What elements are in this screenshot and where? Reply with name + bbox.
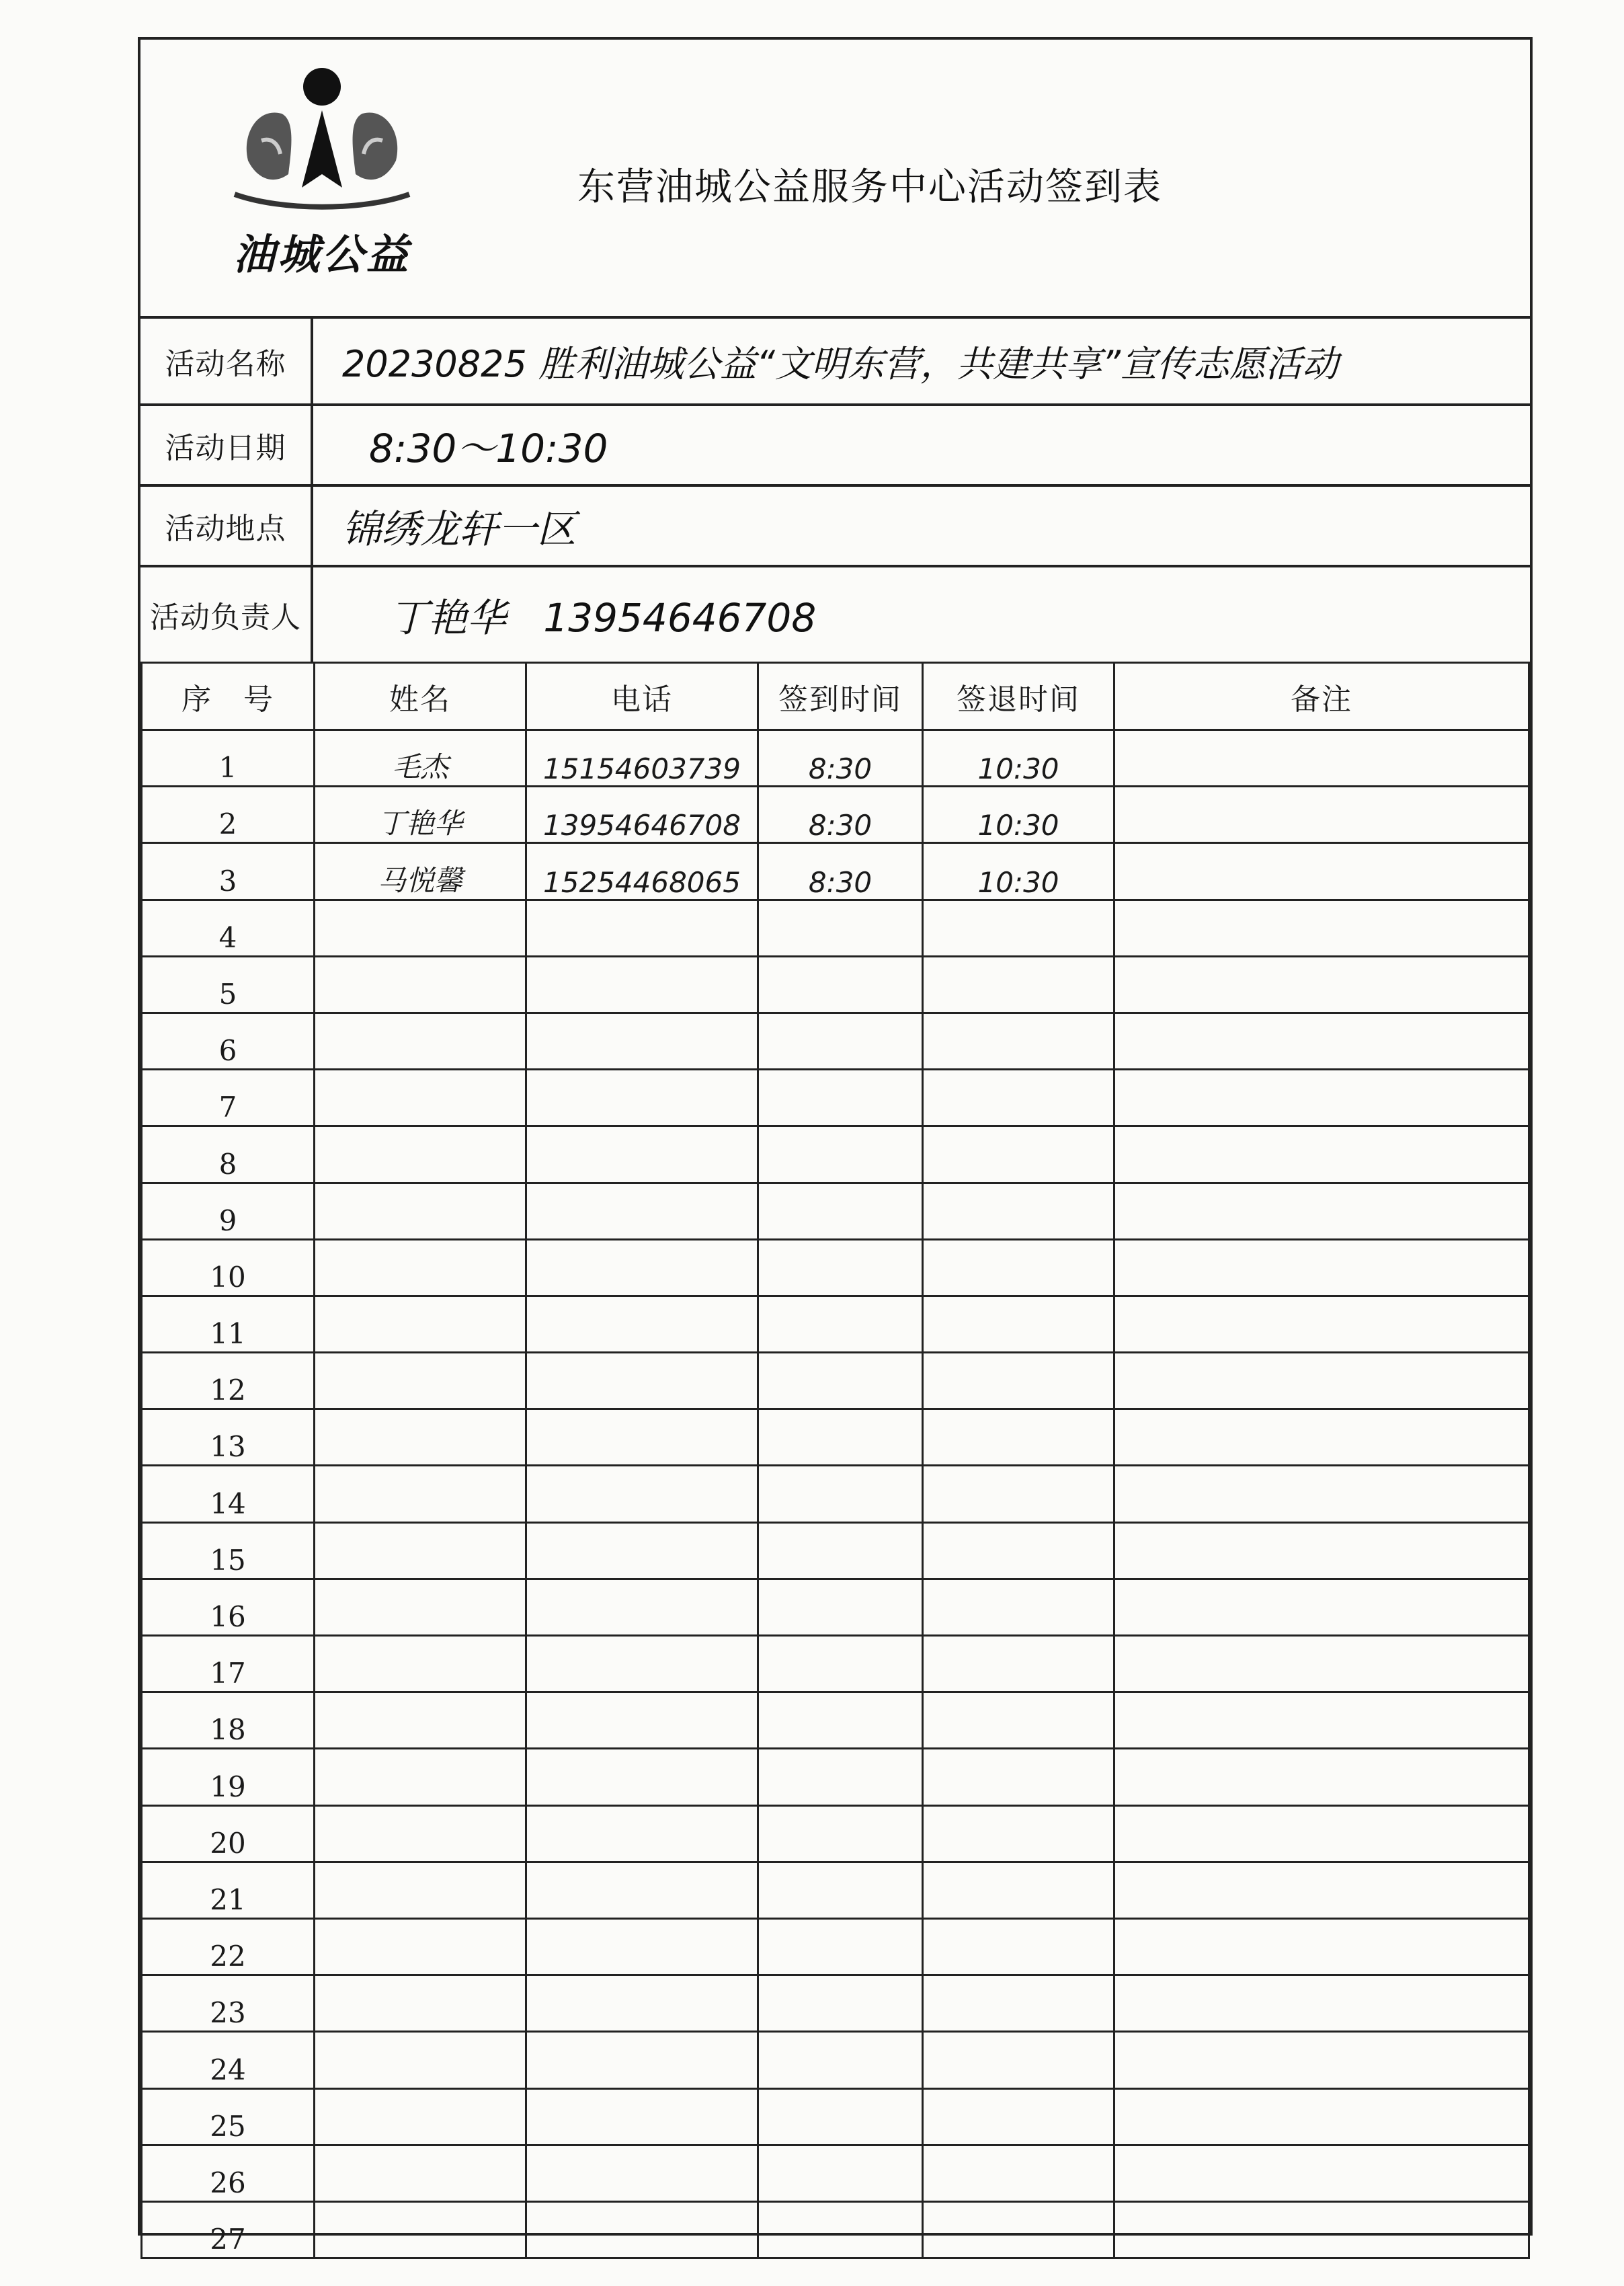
row-phone: [526, 1070, 758, 1126]
row-phone: 15254468065: [526, 843, 758, 900]
row-remarks: [1114, 843, 1529, 900]
row-sign-out-time: [923, 1918, 1114, 1975]
row-name: [315, 1636, 526, 1692]
table-row: [142, 1975, 1529, 2032]
row-phone: 13954646708: [526, 787, 758, 843]
row-name: [315, 1239, 526, 1296]
row-name: [315, 1183, 526, 1239]
row-phone: [526, 1239, 758, 1296]
column-header-name: 姓名: [315, 663, 526, 730]
table-row: [142, 1126, 1529, 1183]
row-sign-out-time: [923, 956, 1114, 1013]
row-name: [315, 1013, 526, 1069]
table-row: [142, 2201, 1529, 2258]
row-number: 10: [142, 1239, 315, 1296]
row-sign-out-time: [923, 1353, 1114, 1409]
row-phone: [526, 1579, 758, 1635]
row-name: [315, 1409, 526, 1466]
row-remarks: [1114, 1918, 1529, 1975]
row-phone: [526, 1805, 758, 1862]
row-phone: [526, 1522, 758, 1579]
row-name: [315, 2032, 526, 2088]
row-phone: [526, 2088, 758, 2145]
row-name: [315, 1522, 526, 1579]
row-sign-out-time: [923, 2032, 1114, 2088]
row-sign-in-time: [758, 1466, 923, 1522]
row-number: 26: [142, 2145, 315, 2201]
info-value: 8:30～10:30: [369, 426, 608, 471]
table-header-row: [142, 663, 1529, 730]
row-remarks: [1114, 1296, 1529, 1352]
row-phone: [526, 2032, 758, 2088]
row-remarks: [1114, 956, 1529, 1013]
row-number: 18: [142, 1692, 315, 1749]
row-name: [315, 1749, 526, 1805]
row-number: 23: [142, 1975, 315, 2032]
table-row: [142, 2088, 1529, 2145]
row-number: 2: [142, 787, 315, 843]
row-phone: [526, 900, 758, 956]
row-name: [315, 1692, 526, 1749]
row-name: 丁艳华: [315, 787, 526, 843]
row-remarks: [1114, 900, 1529, 956]
row-sign-out-time: 10:30: [923, 843, 1114, 900]
row-phone: [526, 1918, 758, 1975]
row-sign-out-time: [923, 1296, 1114, 1352]
table-row: [142, 1636, 1529, 1692]
row-sign-in-time: [758, 2201, 923, 2258]
row-sign-out-time: [923, 1579, 1114, 1635]
column-header-remarks: 备注: [1114, 663, 1529, 730]
row-name: [315, 1126, 526, 1183]
row-number: 4: [142, 900, 315, 956]
row-phone: [526, 1636, 758, 1692]
row-number: 20: [142, 1805, 315, 1862]
info-row-activity-date: [140, 406, 1530, 487]
row-name: [315, 1353, 526, 1409]
row-remarks: [1114, 1070, 1529, 1126]
row-sign-in-time: [758, 1579, 923, 1635]
row-remarks: [1114, 1749, 1529, 1805]
row-phone: [526, 1296, 758, 1352]
row-sign-out-time: [923, 1636, 1114, 1692]
info-value: 锦绣龙轩一区: [342, 506, 577, 552]
column-header-phone: 电话: [526, 663, 758, 730]
row-sign-out-time: [923, 2088, 1114, 2145]
sheet-header: [140, 40, 1530, 319]
row-number: 22: [142, 1918, 315, 1975]
hands-logo-icon: [221, 60, 423, 221]
row-sign-in-time: 8:30: [758, 787, 923, 843]
row-phone: [526, 1749, 758, 1805]
row-sign-in-time: [758, 2145, 923, 2201]
row-sign-in-time: [758, 1296, 923, 1352]
table-row: [142, 1749, 1529, 1805]
table-row: [142, 1522, 1529, 1579]
row-sign-in-time: [758, 1749, 923, 1805]
row-phone: [526, 1975, 758, 2032]
row-number: 16: [142, 1579, 315, 1635]
row-sign-out-time: [923, 1183, 1114, 1239]
row-sign-in-time: [758, 2088, 923, 2145]
row-sign-out-time: [923, 1692, 1114, 1749]
info-row-activity-location: [140, 487, 1530, 567]
row-sign-out-time: [923, 1409, 1114, 1466]
row-phone: [526, 1862, 758, 1918]
row-remarks: [1114, 1466, 1529, 1522]
row-sign-in-time: [758, 1522, 923, 1579]
row-sign-in-time: [758, 1862, 923, 1918]
table-row: [142, 1692, 1529, 1749]
row-number: 15: [142, 1522, 315, 1579]
row-remarks: [1114, 2145, 1529, 2201]
table-row: [142, 1918, 1529, 1975]
row-number: 1: [142, 730, 315, 787]
table-row: [142, 1409, 1529, 1466]
table-row: [142, 1070, 1529, 1126]
row-sign-in-time: [758, 1692, 923, 1749]
row-sign-in-time: [758, 1636, 923, 1692]
row-number: 14: [142, 1466, 315, 1522]
info-row-activity-name: [140, 319, 1530, 406]
row-name: [315, 2145, 526, 2201]
table-row: [142, 843, 1529, 900]
row-sign-out-time: [923, 1239, 1114, 1296]
row-phone: [526, 1409, 758, 1466]
row-sign-out-time: [923, 1975, 1114, 2032]
row-remarks: [1114, 1579, 1529, 1635]
row-name: [315, 1296, 526, 1352]
row-sign-out-time: [923, 1126, 1114, 1183]
table-row: [142, 1862, 1529, 1918]
sign-in-table: [140, 662, 1530, 2259]
table-row: [142, 900, 1529, 956]
row-name: [315, 2201, 526, 2258]
row-number: 3: [142, 843, 315, 900]
row-number: 13: [142, 1409, 315, 1466]
row-phone: [526, 1692, 758, 1749]
row-remarks: [1114, 1975, 1529, 2032]
row-sign-in-time: [758, 1126, 923, 1183]
row-sign-in-time: [758, 1918, 923, 1975]
table-row: [142, 1183, 1529, 1239]
table-row: [142, 956, 1529, 1013]
info-label: 活动名称: [140, 319, 313, 403]
info-label: 活动地点: [140, 487, 313, 565]
row-phone: [526, 1013, 758, 1069]
row-name: [315, 1975, 526, 2032]
row-sign-in-time: [758, 1805, 923, 1862]
row-sign-out-time: [923, 900, 1114, 956]
row-name: [315, 1466, 526, 1522]
logo-text: 油城公益: [233, 230, 411, 279]
row-sign-out-time: [923, 1070, 1114, 1126]
table-body: [142, 730, 1529, 2258]
row-sign-in-time: [758, 1409, 923, 1466]
info-value: 20230825 胜利油城公益“文明东营，共建共享”宣传志愿活动: [342, 342, 1338, 385]
row-remarks: [1114, 730, 1529, 787]
table-row: [142, 1466, 1529, 1522]
row-sign-in-time: 8:30: [758, 730, 923, 787]
row-sign-in-time: [758, 1013, 923, 1069]
row-name: [315, 1862, 526, 1918]
row-remarks: [1114, 2032, 1529, 2088]
column-header-sign-in-time: 签到时间: [758, 663, 923, 730]
info-value: 丁艳华 13954646708: [389, 595, 817, 641]
row-sign-out-time: [923, 1805, 1114, 1862]
row-sign-out-time: [923, 2201, 1114, 2258]
row-remarks: [1114, 1692, 1529, 1749]
row-remarks: [1114, 2201, 1529, 2258]
info-row-activity-leader: [140, 567, 1530, 662]
table-row: [142, 2145, 1529, 2201]
organization-logo: [221, 60, 423, 288]
row-phone: [526, 2145, 758, 2201]
row-number: 19: [142, 1749, 315, 1805]
row-sign-out-time: [923, 1522, 1114, 1579]
row-number: 24: [142, 2032, 315, 2088]
row-phone: [526, 1353, 758, 1409]
row-sign-out-time: [923, 2145, 1114, 2201]
table-row: [142, 1239, 1529, 1296]
row-phone: [526, 1183, 758, 1239]
row-sign-in-time: [758, 1070, 923, 1126]
row-remarks: [1114, 1409, 1529, 1466]
row-number: 5: [142, 956, 315, 1013]
row-remarks: [1114, 2088, 1529, 2145]
table-row: [142, 1013, 1529, 1069]
row-remarks: [1114, 1183, 1529, 1239]
row-number: 6: [142, 1013, 315, 1069]
row-sign-in-time: [758, 1239, 923, 1296]
row-remarks: [1114, 1805, 1529, 1862]
row-name: [315, 1070, 526, 1126]
row-number: 17: [142, 1636, 315, 1692]
table-row: [142, 730, 1529, 787]
row-sign-out-time: [923, 1466, 1114, 1522]
row-name: [315, 956, 526, 1013]
row-phone: [526, 2201, 758, 2258]
row-sign-in-time: [758, 1975, 923, 2032]
row-number: 11: [142, 1296, 315, 1352]
table-row: [142, 787, 1529, 843]
row-name: 马悦馨: [315, 843, 526, 900]
row-name: [315, 1579, 526, 1635]
sign-in-sheet: [138, 37, 1533, 2256]
row-name: [315, 2088, 526, 2145]
table-row: [142, 1805, 1529, 1862]
row-name: [315, 1805, 526, 1862]
row-number: 7: [142, 1070, 315, 1126]
row-phone: 15154603739: [526, 730, 758, 787]
row-remarks: [1114, 787, 1529, 843]
row-remarks: [1114, 1522, 1529, 1579]
info-label: 活动日期: [140, 406, 313, 484]
table-row: [142, 1353, 1529, 1409]
row-remarks: [1114, 1636, 1529, 1692]
row-number: 9: [142, 1183, 315, 1239]
row-number: 27: [142, 2201, 315, 2258]
row-sign-in-time: [758, 900, 923, 956]
row-sign-in-time: [758, 2032, 923, 2088]
row-number: 12: [142, 1353, 315, 1409]
table-row: [142, 1296, 1529, 1352]
row-remarks: [1114, 1126, 1529, 1183]
row-phone: [526, 1466, 758, 1522]
row-sign-in-time: [758, 1353, 923, 1409]
row-number: 25: [142, 2088, 315, 2145]
row-remarks: [1114, 1353, 1529, 1409]
row-number: 21: [142, 1862, 315, 1918]
row-remarks: [1114, 1862, 1529, 1918]
column-header-sign-out-time: 签退时间: [923, 663, 1114, 730]
row-sign-out-time: [923, 1013, 1114, 1069]
row-sign-in-time: 8:30: [758, 843, 923, 900]
row-sign-in-time: [758, 1183, 923, 1239]
row-name: 毛杰: [315, 730, 526, 787]
row-phone: [526, 956, 758, 1013]
table-row: [142, 2032, 1529, 2088]
table-row: [142, 1579, 1529, 1635]
row-sign-out-time: 10:30: [923, 730, 1114, 787]
row-sign-in-time: [758, 956, 923, 1013]
column-header-number: 序 号: [142, 663, 315, 730]
row-sign-out-time: 10:30: [923, 787, 1114, 843]
row-sign-out-time: [923, 1749, 1114, 1805]
row-sign-out-time: [923, 1862, 1114, 1918]
info-label: 活动负责人: [140, 567, 313, 662]
row-name: [315, 1918, 526, 1975]
row-remarks: [1114, 1239, 1529, 1296]
row-name: [315, 900, 526, 956]
page-title: 东营油城公益服务中心活动签到表: [577, 165, 1162, 209]
row-number: 8: [142, 1126, 315, 1183]
row-remarks: [1114, 1013, 1529, 1069]
row-phone: [526, 1126, 758, 1183]
